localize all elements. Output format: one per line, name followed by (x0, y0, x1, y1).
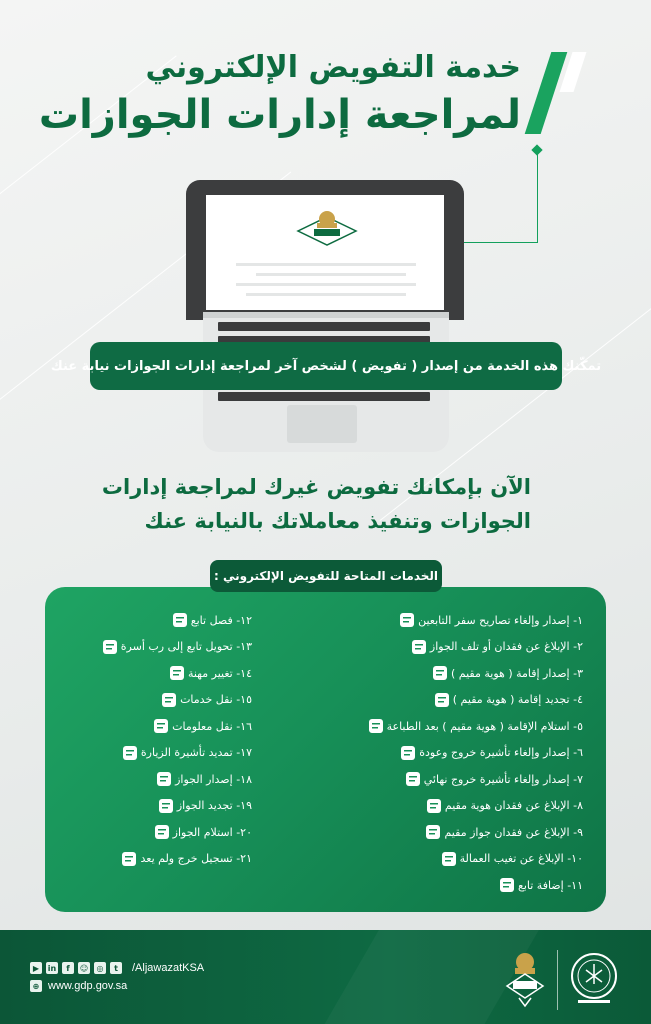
service-item (408, 821, 583, 843)
visa-extend-icon (119, 742, 141, 764)
service-item (144, 689, 252, 711)
title-line-2: لمراجعة إدارات الجوازات (38, 92, 521, 138)
service-label: ١٠- الإبلاغ عن تغيب العمالة (459, 852, 583, 865)
exit-reentry-icon (397, 742, 419, 764)
service-item (415, 662, 583, 684)
passport-issue-icon (153, 768, 175, 790)
social-links (30, 962, 204, 974)
service-item (409, 795, 583, 817)
separate-dependent-icon (169, 609, 191, 631)
service-label: ١١- إضافة تابع (517, 878, 583, 892)
exit-not-returned-icon (118, 848, 140, 870)
runner-icon (438, 848, 460, 870)
facebook-icon[interactable]: f (62, 962, 74, 974)
change-profession-icon (166, 662, 188, 684)
transfer-dependent-icon (99, 636, 121, 658)
service-label: ٩- الإبلاغ عن فقدان جواز مقيم (444, 825, 583, 839)
passport-report-icon (408, 636, 430, 658)
service-label: ٦- إصدار وإلغاء تأشيرة خروج وعودة (419, 746, 583, 759)
service-item (105, 742, 252, 764)
printer-icon (365, 715, 387, 737)
service-label: ١٧- تمديد تأشيرة الزيارة (140, 746, 252, 759)
service-label: ١٩- تجديد الجواز (176, 799, 252, 812)
service-label: ١٣- تحويل تابع إلى رب أسرة (120, 640, 252, 653)
service-item (137, 821, 252, 843)
service-item (152, 662, 252, 684)
headline-line-2: الجوازات وتنفيذ معاملاتك بالنيابة عنك (144, 509, 531, 533)
transfer-info-icon (150, 715, 172, 737)
service-item (155, 609, 252, 631)
service-item (424, 848, 583, 870)
headline-line-1: الآن بإمكانك تفويض غيرك لمراجعة إدارات (101, 475, 531, 499)
service-item (382, 609, 583, 631)
service-item (388, 768, 583, 790)
website-row (30, 980, 127, 992)
laptop-hinge (203, 312, 449, 318)
transfer-services-icon (158, 689, 180, 711)
service-item (482, 874, 583, 896)
travel-permit-icon (396, 609, 418, 631)
website-link[interactable]: www.gdp.gov.sa (48, 980, 128, 992)
service-item (104, 848, 252, 870)
service-label: ٥- استلام الإقامة ( هوية مقيم ) بعد الطباعة (386, 719, 583, 733)
id-card-icon (429, 662, 451, 684)
keyboard-row (218, 322, 430, 331)
service-label: ١٢- فصل تابع (190, 613, 252, 627)
service-label: ٢- الإبلاغ عن فقدان أو تلف الجواز (429, 640, 583, 653)
globe-icon: ⊕ (30, 980, 42, 992)
keyboard-row (218, 392, 430, 401)
jawazat-emblem-icon (206, 195, 444, 310)
service-label: ٣- إصدار إقامة ( هوية مقيم ) (451, 666, 583, 680)
final-exit-icon (402, 768, 424, 790)
service-label: ٤- تجديد إقامة ( هوية مقيم ) (452, 693, 583, 706)
footer-decor (0, 930, 651, 1024)
service-item (85, 636, 252, 658)
passport-renew-icon (155, 795, 177, 817)
id-lost-icon (423, 795, 445, 817)
laptop-display (206, 195, 444, 310)
title-line-1: خدمة التفويض الإلكتروني (145, 50, 521, 85)
service-label: ١٨- إصدار الجواز (175, 772, 252, 786)
linkedin-icon[interactable]: in (47, 963, 57, 973)
twitter-icon[interactable]: t (110, 962, 122, 974)
services-label: الخدمات المتاحة للتفويض الإلكتروني : (210, 560, 442, 592)
service-item (351, 715, 583, 737)
service-description-banner: تمكّنك هذه الخدمة من إصدار ( تفويض ) لشخص آخر لمراجعة إدارات الجوازات نيابة عنك (90, 342, 562, 390)
add-dependent-icon (496, 874, 518, 896)
service-label: ١٤- تغيير مهنة (187, 666, 252, 680)
service-item (383, 742, 583, 764)
ministry-emblem-icon (568, 950, 620, 1008)
service-label: ٢١- تسجيل خرج ولم يعد (140, 852, 252, 865)
service-label: ١- إصدار وإلغاء تصاريح سفر التابعين (418, 613, 583, 627)
jawazat-logo-icon (505, 948, 545, 1010)
service-label: ٨- الإبلاغ عن فقدان هوية مقيم (444, 799, 583, 812)
service-item (141, 795, 252, 817)
headline (101, 470, 531, 538)
snapchat-icon[interactable]: ☺ (79, 963, 89, 973)
youtube-icon[interactable]: ▶ (30, 962, 42, 974)
service-item (417, 689, 583, 711)
footer-divider (557, 950, 558, 1010)
social-handle[interactable]: /AljawazatKSA (132, 962, 205, 974)
instagram-icon[interactable]: ◎ (94, 962, 106, 974)
passport-receive-icon (151, 821, 173, 843)
service-label: ٢٠- استلام الجواز (172, 825, 252, 839)
laptop-touchpad (287, 405, 357, 443)
service-label: ٧- إصدار وإلغاء تأشيرة خروج نهائي (423, 772, 583, 786)
service-item (139, 768, 252, 790)
connector-line (537, 150, 538, 242)
passport-lost-icon (422, 821, 444, 843)
service-item (136, 715, 252, 737)
service-label: ١٥- نقل خدمات (180, 693, 252, 706)
service-label: ١٦- نقل معلومات (172, 719, 252, 733)
service-item (394, 636, 583, 658)
slash-accent (525, 52, 568, 134)
id-renew-icon (431, 689, 453, 711)
